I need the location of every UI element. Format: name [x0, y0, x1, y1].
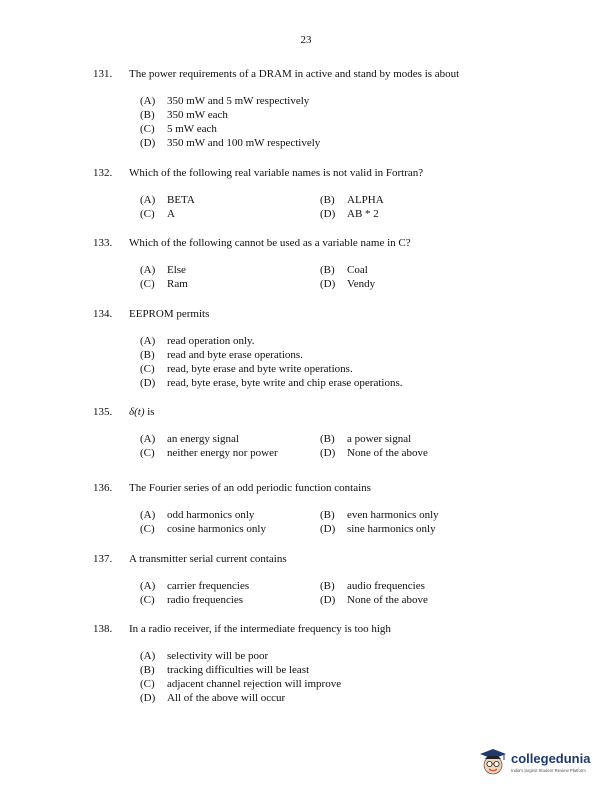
option-label: (A): [140, 433, 156, 445]
question-131: [93, 68, 563, 150]
option-label: (D): [140, 692, 156, 704]
option-d: [140, 136, 563, 150]
option-text: read, byte erase and byte write operations.: [167, 363, 353, 375]
option-label: (D): [320, 208, 336, 220]
option-b: [320, 579, 500, 593]
option-label: (B): [320, 433, 335, 445]
option-label: (A): [140, 335, 156, 347]
question-138: [93, 623, 563, 705]
question-text-suffix: is: [144, 406, 155, 418]
option-d: [320, 277, 500, 291]
logo-name: collegedunia: [511, 750, 591, 766]
option-text: None of the above: [347, 594, 428, 606]
option-text: 350 mW and 100 mW respectively: [167, 137, 321, 149]
option-a: [140, 193, 320, 207]
option-c: [140, 522, 320, 536]
option-a: [140, 334, 563, 348]
option-d: [140, 691, 563, 705]
option-text: BETA: [167, 194, 195, 206]
option-b: [320, 193, 500, 207]
question-number: 137.: [93, 553, 113, 565]
option-a: [140, 432, 320, 446]
question-text: The Fourier series of an odd periodic function contains: [129, 482, 371, 494]
option-label: (C): [140, 123, 155, 135]
option-b: [140, 348, 563, 362]
option-label: (A): [140, 194, 156, 206]
option-label: (C): [140, 678, 155, 690]
options-list: [140, 263, 563, 291]
option-b: [140, 108, 563, 122]
question-number: 131.: [93, 68, 113, 80]
option-label: (D): [140, 137, 156, 149]
option-label: (A): [140, 95, 156, 107]
question-number: 136.: [93, 482, 113, 494]
question-text: [129, 406, 563, 418]
option-text: an energy signal: [167, 433, 239, 445]
option-label: (C): [140, 208, 155, 220]
option-text: Ram: [167, 278, 188, 290]
option-text: AB * 2: [347, 208, 379, 220]
question-number: 134.: [93, 308, 113, 320]
option-text: A: [167, 208, 175, 220]
option-text: neither energy nor power: [167, 447, 278, 459]
option-text: cosine harmonics only: [167, 523, 266, 535]
question-text: EEPROM permits: [129, 308, 210, 320]
question-135: [93, 406, 563, 460]
option-text: All of the above will occur: [167, 692, 286, 704]
option-label: (A): [140, 580, 156, 592]
option-label: (A): [140, 509, 156, 521]
question-137: [93, 553, 563, 607]
options-list: [140, 508, 563, 536]
question-number: 133.: [93, 237, 113, 249]
option-label: (B): [140, 349, 155, 361]
question-text: In a radio receiver, if the intermediate frequency is too high: [129, 623, 391, 635]
option-label: (B): [140, 664, 155, 676]
option-c: [140, 122, 563, 136]
options-list: [140, 94, 563, 150]
option-b: [320, 508, 500, 522]
option-text: sine harmonics only: [347, 523, 436, 535]
option-a: [140, 94, 563, 108]
option-a: [140, 579, 320, 593]
option-text: Coal: [347, 264, 368, 276]
question-number: 135.: [93, 406, 113, 418]
option-a: [140, 263, 320, 277]
option-text: audio frequencies: [347, 580, 425, 592]
option-c: [140, 677, 563, 691]
option-c: [140, 207, 320, 221]
graduate-mascot-icon: [478, 747, 508, 777]
options-list: [140, 432, 563, 460]
option-text: None of the above: [347, 447, 428, 459]
option-d: [320, 207, 500, 221]
option-b: [320, 432, 500, 446]
option-c: [140, 446, 320, 460]
option-text: Vendy: [347, 278, 376, 290]
options-list: [140, 193, 563, 221]
option-text: radio frequencies: [167, 594, 244, 606]
question-132: [93, 167, 563, 221]
page-number: 23: [300, 34, 312, 46]
option-text: 5 mW each: [167, 123, 217, 135]
option-label: (D): [140, 377, 156, 389]
options-list: [140, 334, 563, 390]
option-label: (D): [320, 447, 336, 459]
logo-tagline: India's largest Student Review Platform: [511, 767, 586, 773]
option-text: selectivity will be poor: [167, 650, 269, 662]
option-label: (A): [140, 264, 156, 276]
option-text: odd harmonics only: [167, 509, 255, 521]
question-134: [93, 308, 563, 390]
logo-text: [511, 752, 590, 773]
option-b: [320, 263, 500, 277]
option-text: read, byte erase, byte write and chip erase operations.: [167, 377, 403, 389]
option-text: even harmonics only: [347, 509, 439, 521]
option-label: (C): [140, 594, 155, 606]
option-text: read operation only.: [167, 335, 255, 347]
question-text: Which of the following real variable names is not valid in Fortran?: [129, 167, 424, 179]
option-d: [320, 522, 500, 536]
option-text: adjacent channel rejection will improve: [167, 678, 342, 690]
option-label: (C): [140, 363, 155, 375]
option-label: (D): [320, 594, 336, 606]
option-label: (C): [140, 523, 155, 535]
option-text: ALPHA: [347, 194, 384, 206]
option-a: [140, 508, 320, 522]
option-d: [320, 593, 500, 607]
option-text: 350 mW and 5 mW respectively: [167, 95, 310, 107]
option-c: [140, 277, 320, 291]
option-b: [140, 663, 563, 677]
options-list: [140, 579, 563, 607]
option-label: (B): [320, 194, 335, 206]
option-text: a power signal: [347, 433, 412, 445]
option-text: tracking difficulties will be least: [167, 664, 310, 676]
collegedunia-logo: [478, 744, 608, 780]
option-d: [140, 376, 563, 390]
option-label: (B): [320, 264, 335, 276]
option-label: (B): [140, 109, 155, 121]
option-text: read and byte erase operations.: [167, 349, 303, 361]
option-text: carrier frequencies: [167, 580, 250, 592]
option-label: (D): [320, 523, 336, 535]
option-label: (D): [320, 278, 336, 290]
option-label: (B): [320, 509, 335, 521]
question-number: 138.: [93, 623, 113, 635]
option-label: (B): [320, 580, 335, 592]
question-text: A transmitter serial current contains: [129, 553, 287, 565]
question-133: [93, 237, 563, 291]
option-label: (C): [140, 447, 155, 459]
option-label: (C): [140, 278, 155, 290]
question-136: [93, 482, 563, 536]
delta-function: δ(t): [129, 406, 145, 418]
option-c: [140, 593, 320, 607]
option-text: 350 mW each: [167, 109, 228, 121]
option-d: [320, 446, 500, 460]
options-list: [140, 649, 563, 705]
option-a: [140, 649, 563, 663]
option-label: (A): [140, 650, 156, 662]
option-c: [140, 362, 563, 376]
question-text: Which of the following cannot be used as a variable name in C?: [129, 237, 411, 249]
question-text: The power requirements of a DRAM in active and stand by modes is about: [129, 68, 460, 80]
option-text: Else: [167, 264, 186, 276]
question-number: 132.: [93, 167, 113, 179]
